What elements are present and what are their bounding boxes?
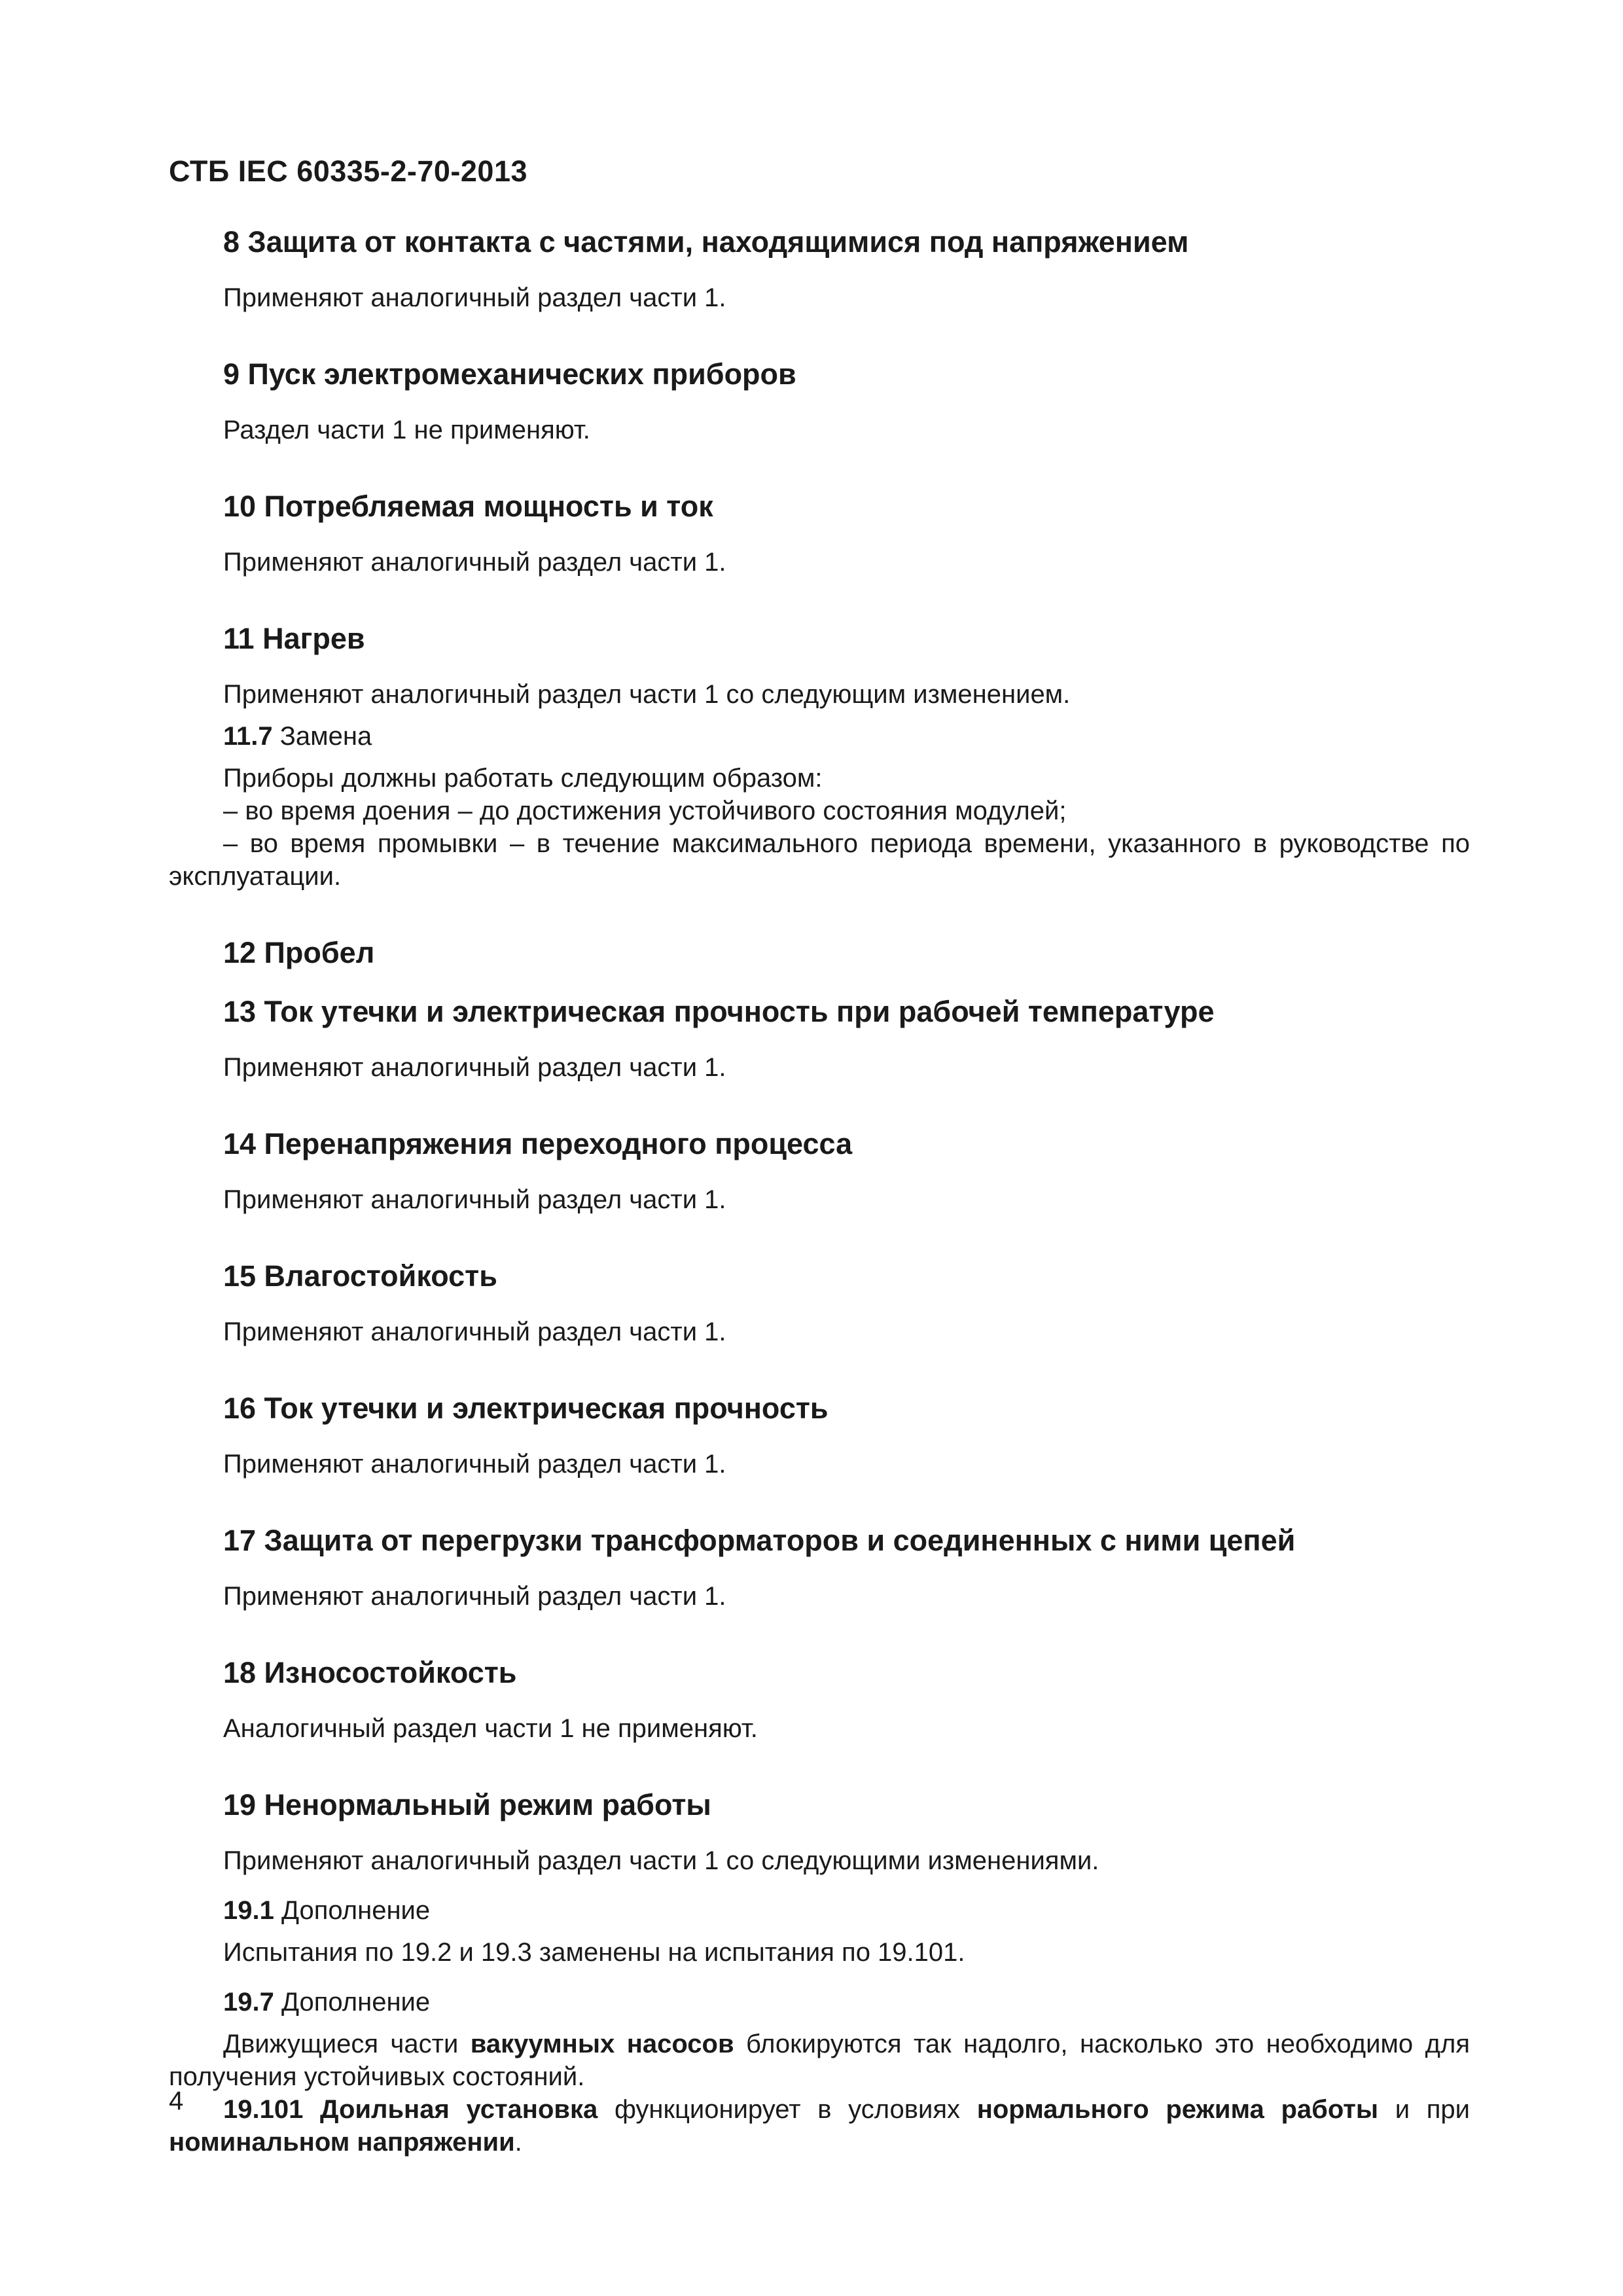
section-12-heading: 12 Пробел (223, 936, 375, 969)
subsection-19-7-paragraph (169, 2028, 1470, 2093)
subsection-19-1-text: Испытания по 19.2 и 19.3 заменены на испытания по 19.101. (223, 1938, 965, 1967)
document-code: СТБ IEC 60335-2-70-2013 (169, 154, 528, 188)
term-normal-operation: нормального режима работы (976, 2095, 1379, 2124)
term-milking-installation: Доильная установка (320, 2095, 598, 2124)
subsection-19-7-number: 19.7 (223, 1988, 274, 2017)
subsection-19-7-label: Дополнение (274, 1988, 431, 2017)
text-run: Движущиеся части (223, 2030, 471, 2058)
text-run: и при (1378, 2095, 1470, 2124)
section-13-text: Применяют аналогичный раздел части 1. (223, 1053, 726, 1082)
section-11-heading: 11 Нагрев (223, 622, 365, 655)
section-11-text: Применяют аналогичный раздел части 1 со следующим изменением. (223, 680, 1071, 709)
section-11-line-1: Приборы должны работать следующим образом: (223, 764, 823, 793)
section-18-text: Аналогичный раздел части 1 не применяют. (223, 1714, 758, 1743)
subsection-19-101-number: 19.101 (223, 2095, 304, 2124)
section-8-heading: 8 Защита от контакта с частями, находящимися под напряжением (223, 225, 1189, 259)
section-17-text: Применяют аналогичный раздел части 1. (223, 1582, 726, 1611)
subsection-11-7-label: Замена (272, 722, 372, 751)
section-19-heading: 19 Ненормальный режим работы (223, 1788, 711, 1821)
text-run (303, 2095, 320, 2124)
section-18-heading: 18 Износостойкость (223, 1656, 517, 1689)
section-19-text: Применяют аналогичный раздел части 1 со следующими изменениями. (223, 1846, 1099, 1875)
subsection-19-1-label: Дополнение (274, 1896, 431, 1925)
section-10-text: Применяют аналогичный раздел части 1. (223, 548, 726, 577)
document-body (169, 223, 1470, 2159)
subsection-19-101-paragraph (169, 2093, 1470, 2159)
section-14-text: Применяют аналогичный раздел части 1. (223, 1185, 726, 1214)
section-15-heading: 15 Влагостойкость (223, 1259, 497, 1293)
section-11-line-3: – во время промывки – в течение максимального периода времени, указанного в руководстве по эксплуатации. (169, 829, 1470, 891)
section-13-heading: 13 Ток утечки и электрическая прочность при рабочей температуре (223, 995, 1215, 1028)
section-16-heading: 16 Ток утечки и электрическая прочность (223, 1391, 829, 1425)
term-vacuum-pumps: вакуумных насосов (470, 2030, 734, 2058)
section-17-heading: 17 Защита от перегрузки трансформаторов и соединенных с ними цепей (223, 1524, 1296, 1557)
section-16-text: Применяют аналогичный раздел части 1. (223, 1450, 726, 1479)
section-11-line-2: – во время доения – до достижения устойчивого состояния модулей; (223, 797, 1067, 825)
subsection-19-1-number: 19.1 (223, 1896, 274, 1925)
section-15-text: Применяют аналогичный раздел части 1. (223, 1318, 726, 1346)
term-rated-voltage: номинальном напряжении (169, 2128, 515, 2157)
text-run: . (514, 2128, 522, 2157)
subsection-11-7-number: 11.7 (223, 722, 273, 751)
subsection-11-7 (223, 720, 1470, 753)
text-run: функционирует в условиях (597, 2095, 977, 2124)
page-number: 4 (169, 2087, 184, 2115)
text-run: блокируются так надолго, насколько это необходимо для получения устойчивых состояний. (169, 2030, 1470, 2091)
section-14-heading: 14 Перенапряжения переходного процесса (223, 1127, 853, 1160)
section-9-text: Раздел части 1 не применяют. (223, 416, 590, 444)
section-9-heading: 9 Пуск электромеханических приборов (223, 357, 796, 391)
section-10-heading: 10 Потребляемая мощность и ток (223, 490, 713, 523)
subsection-19-7 (223, 1986, 1470, 2018)
subsection-19-1 (223, 1894, 1470, 1927)
section-8-text: Применяют аналогичный раздел части 1. (223, 283, 726, 312)
